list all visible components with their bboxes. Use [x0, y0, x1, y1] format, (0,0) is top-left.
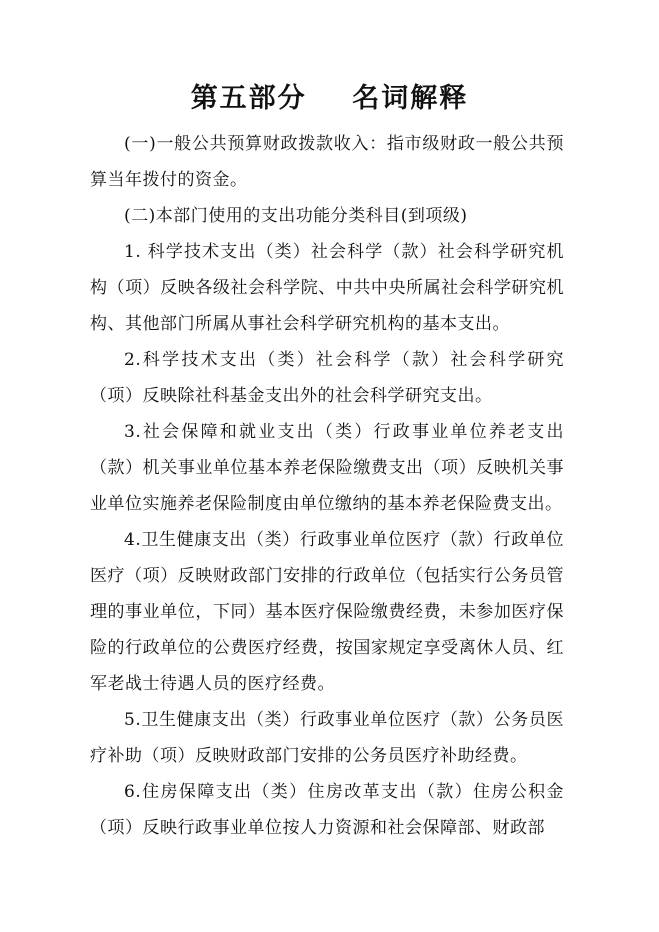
- paragraph-item-6: 6.住房保障支出（类）住房改革支出（款）住房公积金（项）反映行政事业单位按人力资源和社会保障部、财政部: [90, 782, 564, 838]
- document-body: [90, 126, 564, 846]
- page-title: 第五部分 名词解释: [190, 83, 469, 114]
- paragraph-function-subjects-heading: (二)本部门使用的支出功能分类科目(到项级): [124, 206, 468, 226]
- paragraph-item-1: 1. 科学技术支出（类）社会科学（款）社会科学研究机构（项）反映各级社会科学院、中共中央所属社会科学研究机构、其他部门所属从事社会科学研究机构的基本支出。: [90, 242, 564, 334]
- paragraph-item-4: 4.卫生健康支出（类）行政事业单位医疗（款）行政单位医疗（项）反映财政部门安排的行政单位（包括实行公务员管理的事业单位，下同）基本医疗保险缴费经费，未参加医疗保险的行政单位的公费医疗经费，按国家规定享受离休人员、红军老战士待遇人员的医疗经费。: [90, 530, 564, 694]
- paragraph-item-2: 2.科学技术支出（类）社会科学（款）社会科学研究（项）反映除社科基金支出外的社会科学研究支出。: [90, 350, 564, 406]
- paragraph-item-3: 3.社会保障和就业支出（类）行政事业单位养老支出（款）机关事业单位基本养老保险缴费支出（项）反映机关事业单位实施养老保险制度由单位缴纳的基本养老保险费支出。: [90, 422, 564, 514]
- paragraph-revenue-definition: (一)一般公共预算财政拨款收入：指市级财政一般公共预算当年拨付的资金。: [90, 134, 564, 190]
- paragraph-item-5: 5.卫生健康支出（类）行政事业单位医疗（款）公务员医疗补助（项）反映财政部门安排的公务员医疗补助经费。: [90, 710, 564, 766]
